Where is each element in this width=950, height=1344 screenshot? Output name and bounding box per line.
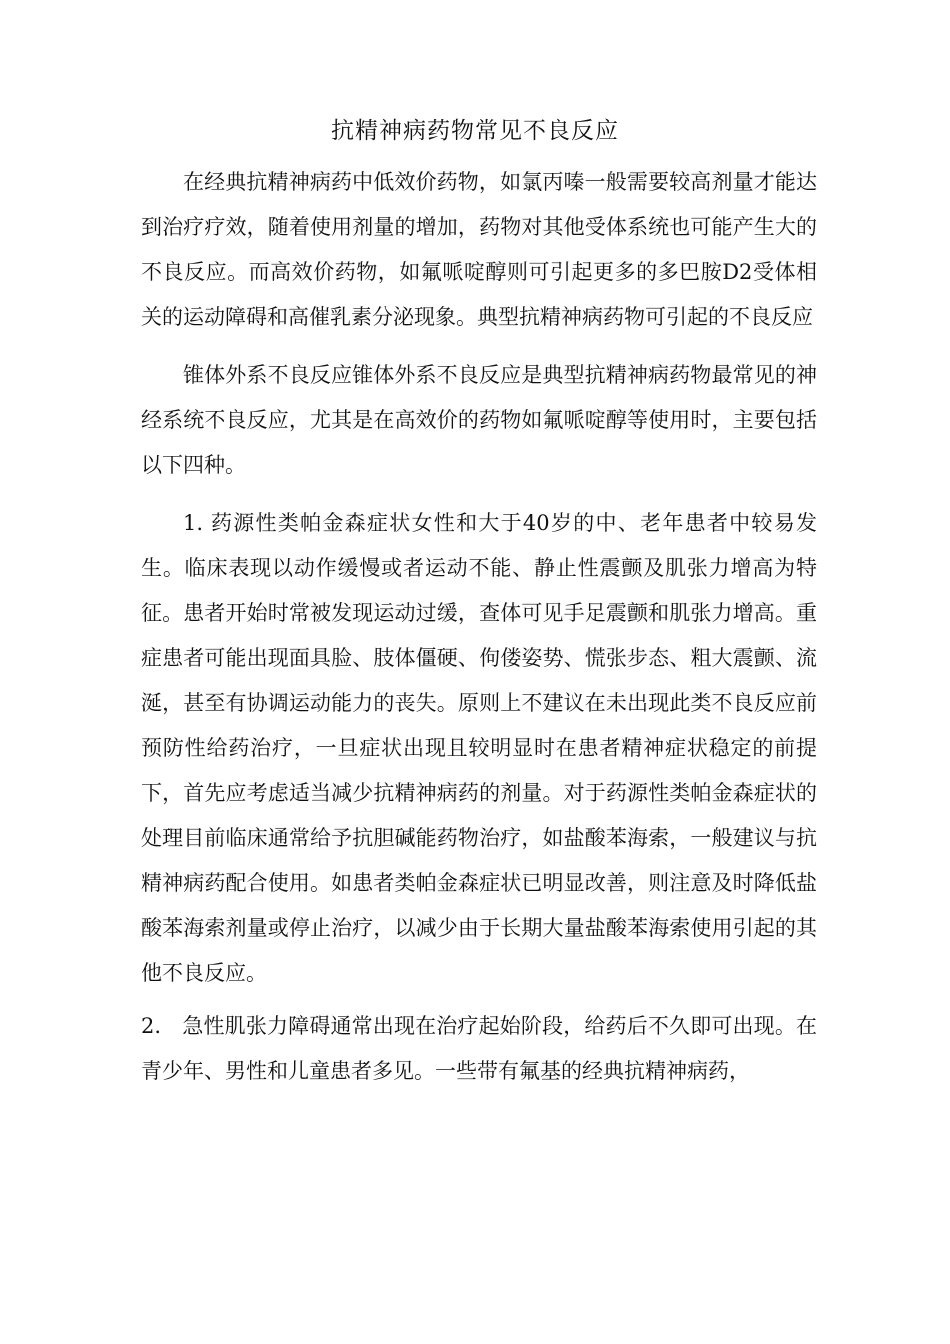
paragraph-intro: 在经典抗精神病药中低效价药物，如氯丙嗪一般需要较高剂量才能达到治疗疗效，随着使用剂量的增加，药物对其他受体系统也可能产生大的不良反应。而高效价药物，如氟哌啶醇则可引起更多的多巴胺D2受体相关的运动障碍和高催乳素分泌现象。典型抗精神病药物可引起的不良反应 bbox=[141, 170, 817, 329]
document-body bbox=[141, 160, 817, 1094]
paragraph-acute-dystonia: 2. 急性肌张力障碍通常出现在治疗起始阶段，给药后不久即可出现。在青少年、男性和儿童患者多见。一些带有氟基的经典抗精神病药， bbox=[141, 1014, 817, 1083]
document-title: 抗精神病药物常见不良反应 bbox=[331, 118, 619, 144]
paragraph-extrapyramidal: 锥体外系不良反应锥体外系不良反应是典型抗精神病药物最常见的神经系统不良反应，尤其是在高效价的药物如氟哌啶醇等使用时，主要包括以下四种。 bbox=[141, 363, 817, 477]
paragraph-parkinsonism: 1. 药源性类帕金森症状女性和大于40岁的中、老年患者中较易发生。临床表现以动作缓慢或者运动不能、静止性震颤及肌张力增高为特征。患者开始时常被发现运动过缓，查体可见手足震颤和肌张力增高。重症患者可能出现面具脸、肢体僵硬、佝偻姿势、慌张步态、粗大震颤、流涎，甚至有协调运动能力的丧失。原则上不建议在未出现此类不良反应前预防性给药治疗，一旦症状出现且较明显时在患者精神症状稳定的前提下，首先应考虑适当减少抗精神病药的剂量。对于药源性类帕金森症状的处理目前临床通常给予抗胆碱能药物治疗，如盐酸苯海索，一般建议与抗精神病药配合使用。如患者类帕金森症状已明显改善，则注意及时降低盐酸苯海索剂量或停止治疗，以减少由于长期大量盐酸苯海索使用引起的其他不良反应。 bbox=[141, 511, 817, 985]
